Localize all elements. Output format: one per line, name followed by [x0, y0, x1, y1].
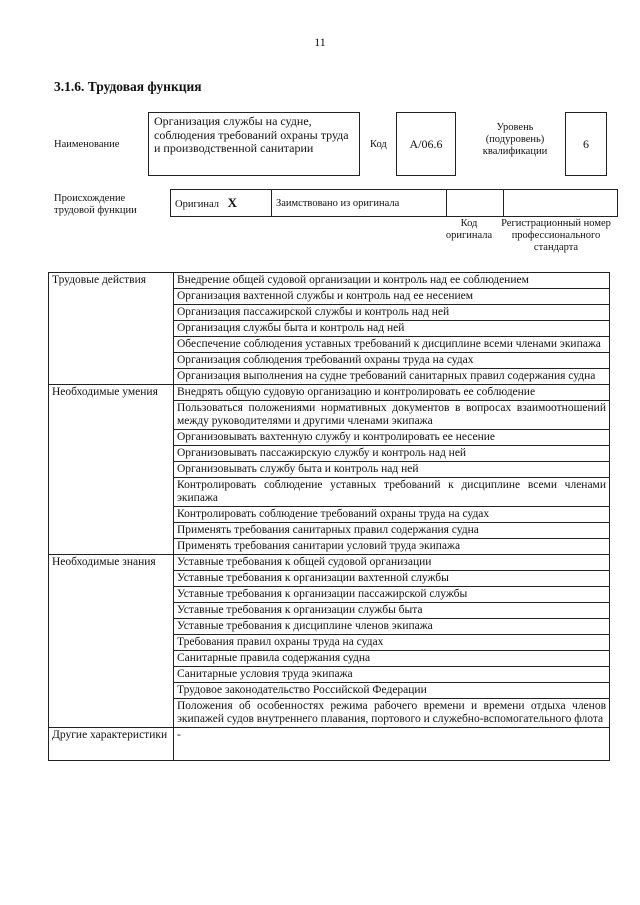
level-value-box: 6	[565, 112, 607, 176]
item-cell: Организация службы быта и контроль над ней	[174, 321, 610, 337]
original-mark: X	[227, 195, 238, 210]
code-caption: Код оригинала	[445, 218, 493, 241]
borrowed-label: Заимствовано из оригинала	[276, 197, 400, 209]
function-name-box: Организация службы на судне, соблюдения требований охраны труда и производственной санитарии	[148, 112, 360, 176]
item-cell: Уставные требования к организации вахтенной службы	[174, 571, 610, 587]
item-cell: Внедрять общую судовую организацию и контролировать ее соблюдение	[174, 385, 610, 401]
item-cell: Контролировать соблюдение уставных требований к дисциплине всеми членами экипажа	[174, 478, 610, 507]
item-cell: Организовывать пассажирскую службу и контроль над ней	[174, 446, 610, 462]
borrowed-cell	[272, 190, 447, 217]
origin-code-cell	[447, 190, 504, 217]
table-row	[49, 728, 610, 761]
page-number: 11	[314, 35, 326, 49]
reg-caption: Регистрационный номер профессионального стандарта	[501, 218, 611, 253]
original-label: Оригинал	[175, 199, 219, 210]
category-cell: Другие характеристики	[49, 728, 174, 761]
original-cell	[171, 190, 272, 217]
category-cell: Необходимые знания	[49, 555, 174, 728]
item-cell: Обеспечение соблюдения уставных требований к дисциплине всеми членами экипажа	[174, 337, 610, 353]
item-cell: Трудовое законодательство Российской Федерации	[174, 683, 610, 699]
item-cell: Требования правил охраны труда на судах	[174, 635, 610, 651]
item-cell: Уставные требования к общей судовой организации	[174, 555, 610, 571]
item-cell: Применять требования санитарии условий труда экипажа	[174, 539, 610, 555]
item-cell: Организация соблюдения требований охраны труда на судах	[174, 353, 610, 369]
item-cell: Санитарные правила содержания судна	[174, 651, 610, 667]
item-cell: Уставные требования к организации пассажирской службы	[174, 587, 610, 603]
item-cell: Контролировать соблюдение требований охраны труда на судах	[174, 507, 610, 523]
table-row	[49, 385, 610, 401]
item-cell: Санитарные условия труда экипажа	[174, 667, 610, 683]
origin-label: Происхождение трудовой функции	[54, 193, 137, 216]
reg-number-cell	[504, 190, 618, 217]
main-table	[48, 272, 610, 761]
item-cell: Внедрение общей судовой организации и контроль над ее соблюдением	[174, 273, 610, 289]
item-cell: Уставные требования к организации службы быта	[174, 603, 610, 619]
item-cell: Применять требования санитарных правил содержания судна	[174, 523, 610, 539]
item-cell: Уставные требования к дисциплине членов экипажа	[174, 619, 610, 635]
category-cell: Необходимые умения	[49, 385, 174, 555]
item-cell: Организовывать вахтенную службу и контролировать ее несение	[174, 430, 610, 446]
origin-table	[170, 189, 618, 217]
item-cell: Организация вахтенной службы и контроль над ее несением	[174, 289, 610, 305]
item-cell: Организация пассажирской службы и контроль над ней	[174, 305, 610, 321]
table-row	[49, 555, 610, 571]
section-title: 3.1.6. Трудовая функция	[54, 79, 202, 94]
item-cell: Положения об особенностях режима рабочего времени и времени отдыха членов экипажей судов внутреннего плавания, портового и служебно-вспомогательного флота	[174, 699, 610, 728]
item-cell: Пользоваться положениями нормативных документов в вопросах взаимоотношений между руководителями и другими членами экипажа	[174, 401, 610, 430]
code-value-box: А/06.6	[396, 112, 456, 176]
item-cell: Организовывать службу быта и контроль над ней	[174, 462, 610, 478]
item-cell: Организация выполнения на судне требований санитарных правил содержания судна	[174, 369, 610, 385]
level-label: Уровень (подуровень) квалификации	[482, 122, 548, 157]
name-label: Наименование	[54, 139, 120, 150]
table-row	[49, 273, 610, 289]
category-cell: Трудовые действия	[49, 273, 174, 385]
code-label: Код	[370, 139, 387, 150]
item-cell: -	[174, 728, 610, 761]
